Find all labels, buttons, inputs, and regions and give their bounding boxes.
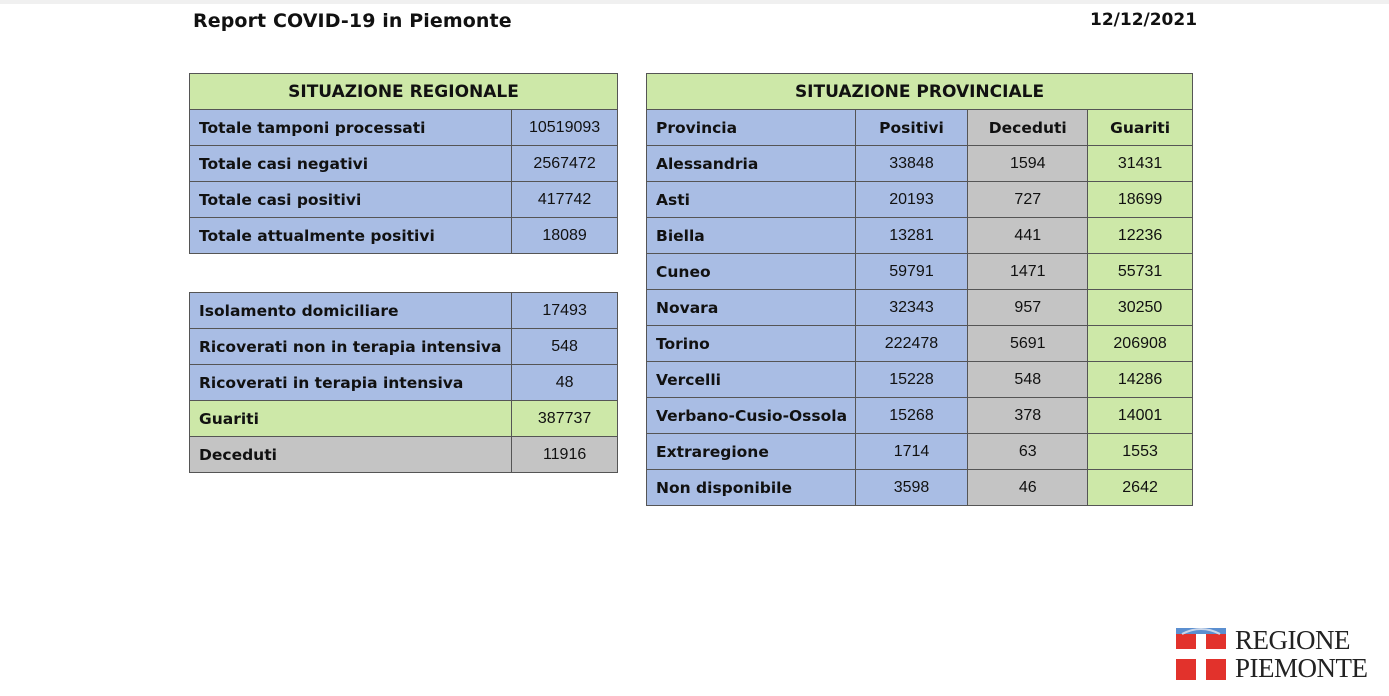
page-title: Report COVID-19 in Piemonte <box>193 10 512 32</box>
row-label: Isolamento domiciliare <box>190 293 512 329</box>
provincial-rows <box>647 146 1193 506</box>
cell-positivi: 59791 <box>855 254 968 290</box>
provincial-heading: SITUAZIONE PROVINCIALE <box>647 74 1193 110</box>
cell-deceduti: 1471 <box>968 254 1088 290</box>
table-row <box>190 146 618 182</box>
cell-guariti: 12236 <box>1088 218 1193 254</box>
cell-provincia: Verbano-Cusio-Ossola <box>647 398 856 434</box>
logo-line-regione: REGIONE <box>1235 625 1350 655</box>
column-header-guariti: Guariti <box>1088 110 1193 146</box>
cell-positivi: 33848 <box>855 146 968 182</box>
table-row-guariti <box>190 401 618 437</box>
column-header-positivi: Positivi <box>855 110 968 146</box>
cell-guariti: 18699 <box>1088 182 1193 218</box>
row-label: Ricoverati non in terapia intensiva <box>190 329 512 365</box>
regional-heading: SITUAZIONE REGIONALE <box>190 74 618 110</box>
cell-provincia: Non disponibile <box>647 470 856 506</box>
report-date: 12/12/2021 <box>1090 10 1198 30</box>
cell-provincia: Extraregione <box>647 434 856 470</box>
row-value: 11916 <box>512 437 618 473</box>
table-row <box>190 182 618 218</box>
cell-provincia: Torino <box>647 326 856 362</box>
row-label: Guariti <box>190 401 512 437</box>
cell-guariti: 31431 <box>1088 146 1193 182</box>
piemonte-flag-icon <box>1174 626 1228 682</box>
row-value: 18089 <box>512 218 618 254</box>
cell-provincia: Asti <box>647 182 856 218</box>
table-row <box>190 218 618 254</box>
row-value: 387737 <box>512 401 618 437</box>
logo-line-piemonte: PIEMONTE <box>1235 653 1368 683</box>
table-row <box>647 146 1193 182</box>
cell-deceduti: 727 <box>968 182 1088 218</box>
cell-guariti: 206908 <box>1088 326 1193 362</box>
top-divider <box>0 0 1389 4</box>
cell-deceduti: 5691 <box>968 326 1088 362</box>
regional-summary-table <box>189 73 618 254</box>
row-label: Totale attualmente positivi <box>190 218 512 254</box>
table-row <box>647 254 1193 290</box>
row-value: 10519093 <box>512 110 618 146</box>
row-label: Totale tamponi processati <box>190 110 512 146</box>
cell-positivi: 1714 <box>855 434 968 470</box>
regional-heading-row <box>190 74 618 110</box>
cell-provincia: Novara <box>647 290 856 326</box>
cell-deceduti: 378 <box>968 398 1088 434</box>
cell-guariti: 14001 <box>1088 398 1193 434</box>
table-row <box>190 110 618 146</box>
table-row <box>647 362 1193 398</box>
table-row <box>647 326 1193 362</box>
cell-guariti: 14286 <box>1088 362 1193 398</box>
table-row <box>647 182 1193 218</box>
provincial-table <box>646 73 1193 506</box>
row-label: Totale casi positivi <box>190 182 512 218</box>
cell-positivi: 15228 <box>855 362 968 398</box>
cell-provincia: Cuneo <box>647 254 856 290</box>
table-row <box>647 398 1193 434</box>
cell-provincia: Alessandria <box>647 146 856 182</box>
cell-provincia: Biella <box>647 218 856 254</box>
row-value: 417742 <box>512 182 618 218</box>
table-row <box>190 293 618 329</box>
table-row <box>190 329 618 365</box>
column-header-deceduti: Deceduti <box>968 110 1088 146</box>
table-row <box>647 470 1193 506</box>
regione-piemonte-logo <box>1174 625 1368 683</box>
cell-deceduti: 46 <box>968 470 1088 506</box>
row-value: 2567472 <box>512 146 618 182</box>
cell-guariti: 55731 <box>1088 254 1193 290</box>
regional-details-table <box>189 292 618 473</box>
cell-positivi: 13281 <box>855 218 968 254</box>
cell-deceduti: 1594 <box>968 146 1088 182</box>
cell-positivi: 32343 <box>855 290 968 326</box>
cell-positivi: 20193 <box>855 182 968 218</box>
row-label: Deceduti <box>190 437 512 473</box>
row-label: Totale casi negativi <box>190 146 512 182</box>
provincial-heading-row <box>647 74 1193 110</box>
table-row <box>190 365 618 401</box>
table-row <box>647 290 1193 326</box>
cell-deceduti: 441 <box>968 218 1088 254</box>
cell-deceduti: 548 <box>968 362 1088 398</box>
row-value: 17493 <box>512 293 618 329</box>
cell-guariti: 30250 <box>1088 290 1193 326</box>
cell-guariti: 1553 <box>1088 434 1193 470</box>
column-header-provincia: Provincia <box>647 110 856 146</box>
logo-text <box>1235 626 1368 682</box>
cell-deceduti: 63 <box>968 434 1088 470</box>
cell-provincia: Vercelli <box>647 362 856 398</box>
row-value: 48 <box>512 365 618 401</box>
cell-positivi: 15268 <box>855 398 968 434</box>
table-row-deceduti <box>190 437 618 473</box>
table-row <box>647 434 1193 470</box>
cell-positivi: 3598 <box>855 470 968 506</box>
cell-positivi: 222478 <box>855 326 968 362</box>
column-header-row <box>647 110 1193 146</box>
cell-deceduti: 957 <box>968 290 1088 326</box>
cell-guariti: 2642 <box>1088 470 1193 506</box>
table-row <box>647 218 1193 254</box>
row-value: 548 <box>512 329 618 365</box>
row-label: Ricoverati in terapia intensiva <box>190 365 512 401</box>
